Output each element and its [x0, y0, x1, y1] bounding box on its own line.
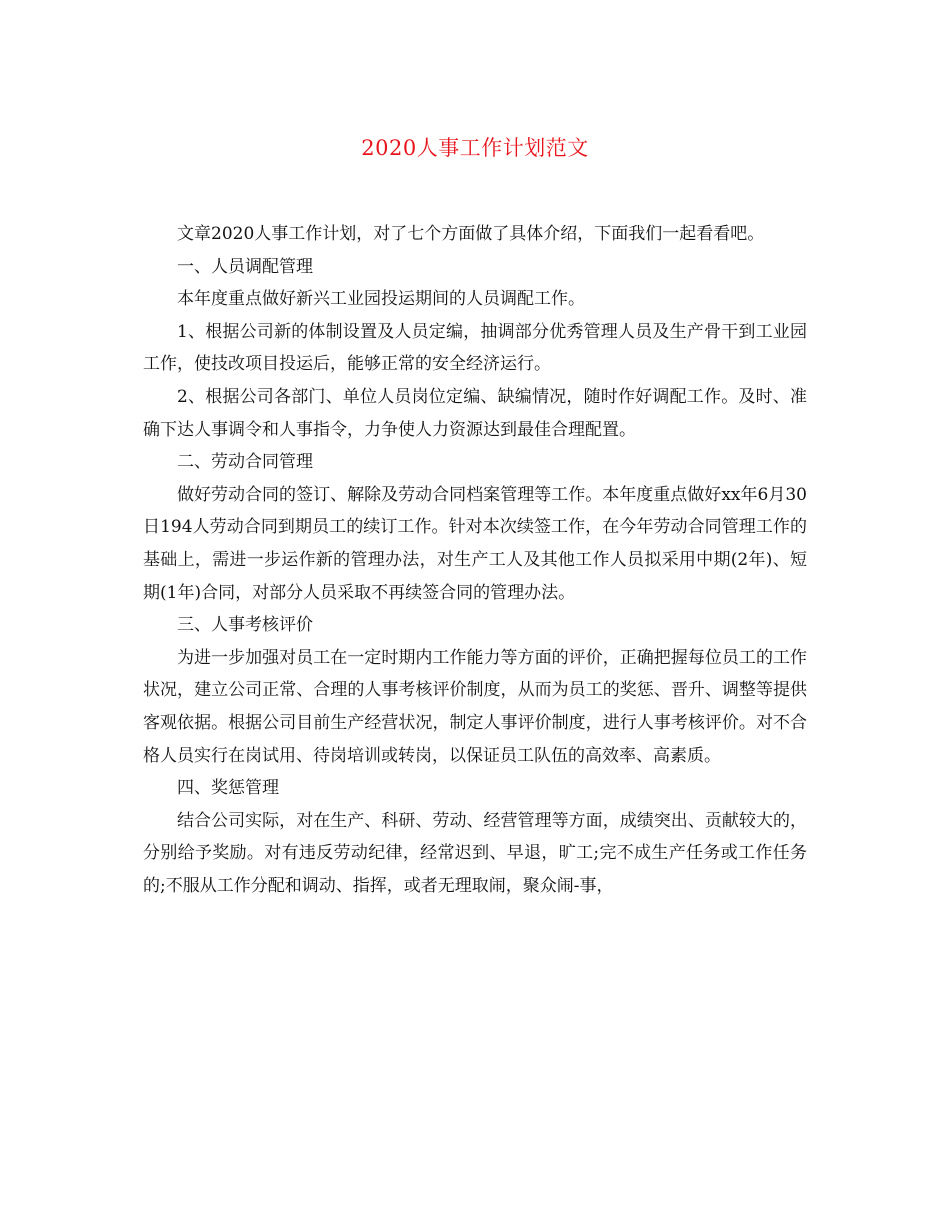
- body-paragraph: 结合公司实际，对在生产、科研、劳动、经营管理等方面，成绩突出、贡献较大的，分别给予奖励。对有违反劳动纪律，经常迟到、早退，旷工;完不成生产任务或工作任务的;不服从工作分配和调动、指挥，或者无理取闹，聚众闹-事，: [143, 810, 807, 896]
- section-heading-1: 一、人员调配管理: [177, 256, 313, 277]
- document-body: [143, 218, 807, 902]
- intro-paragraph: 文章2020人事工作计划，对了七个方面做了具体介绍，下面我们一起看看吧。: [177, 224, 765, 244]
- body-paragraph: 做好劳动合同的签订、解除及劳动合同档案管理等工作。本年度重点做好xx年6月30日194人劳动合同到期员工的续订工作。针对本次续签工作，在今年劳动合同管理工作的基础上，需进一步运作新的管理办法，对生产工人及其他工作人员拟采用中期(2年)、短期(1年)合同，对部分人员采取不再续签合同的管理办法。: [143, 484, 807, 603]
- body-paragraph: 2、根据公司各部门、单位人员岗位定编、缺编情况，随时作好调配工作。及时、准确下达人事调令和人事指令，力争使人力资源达到最佳合理配置。: [143, 386, 807, 440]
- body-paragraph: 1、根据公司新的体制设置及人员定编，抽调部分优秀管理人员及生产骨干到工业园工作，使技改项目投运后，能够正常的安全经济运行。: [143, 321, 807, 375]
- body-paragraph: 本年度重点做好新兴工业园投运期间的人员调配工作。: [177, 289, 585, 310]
- body-paragraph: 为进一步加强对员工在一定时期内工作能力等方面的评价，正确把握每位员工的工作状况，建立公司正常、合理的人事考核评价制度，从而为员工的奖惩、晋升、调整等提供客观依据。根据公司目前生产经营状况，制定人事评价制度，进行人事考核评价。对不合格人员实行在岗试用、待岗培训或转岗，以保证员工队伍的高效率、高素质。: [143, 647, 807, 766]
- section-heading-2: 二、劳动合同管理: [177, 452, 313, 473]
- document-title: 2020人事工作计划范文: [361, 136, 589, 160]
- section-heading-4: 四、奖惩管理: [177, 778, 279, 799]
- section-heading-3: 三、人事考核评价: [177, 615, 313, 636]
